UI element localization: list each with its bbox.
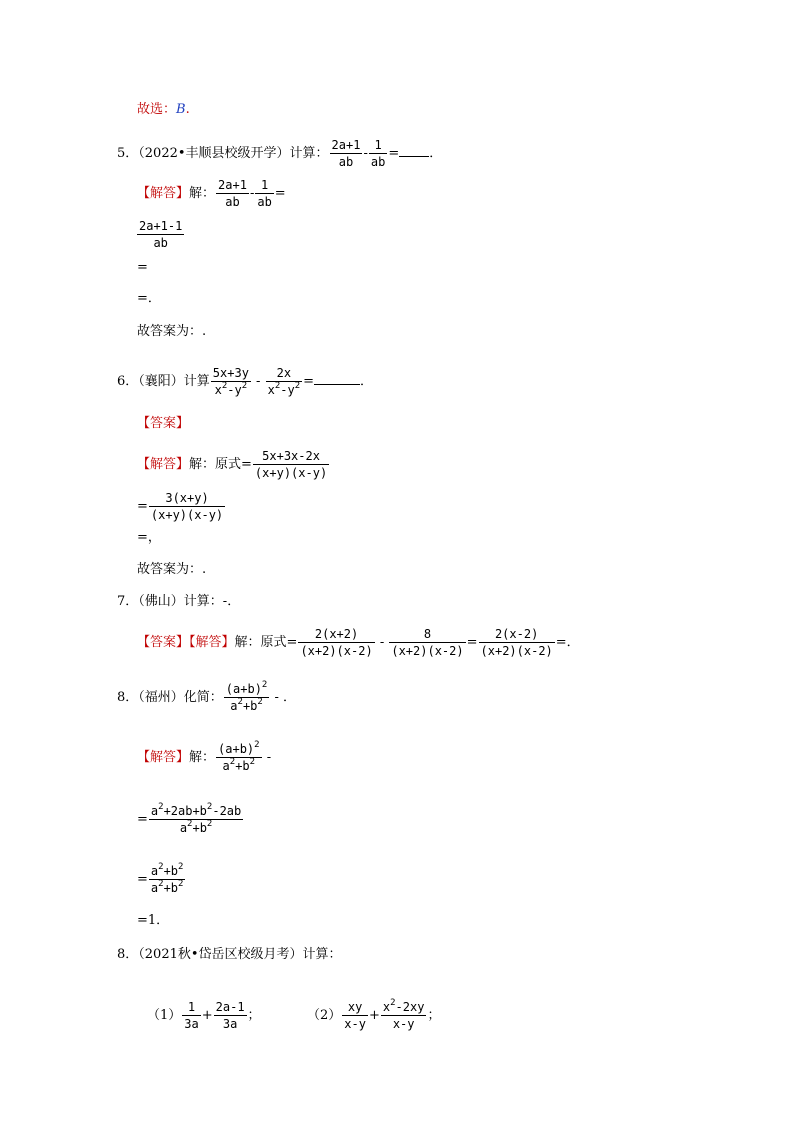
- q8-step1-eq: =: [137, 812, 148, 827]
- q6-s1-num: 5x+3x-2x: [253, 449, 329, 465]
- q8b-p2-f1-den: x-y: [344, 1017, 366, 1031]
- q6-f2-num: 2x: [266, 366, 303, 382]
- q5-sol-fraction-1: [216, 178, 249, 209]
- q5-step3: =．: [137, 291, 161, 306]
- q8b-p1-f2-den: 3a: [222, 1017, 238, 1031]
- q8b-number: 8．: [117, 947, 139, 962]
- q5-answer-line: 故答案为：.: [137, 324, 207, 339]
- q7-c-num: 2(x-2): [479, 627, 555, 643]
- q8-source: （福州）化简：: [138, 690, 223, 705]
- q5-step2: =: [137, 260, 148, 275]
- q7-answer-tag: 【答案】: [137, 635, 190, 650]
- q7-end: =．: [555, 635, 580, 650]
- q6-question: [117, 366, 373, 397]
- q6-fraction-1: [211, 366, 251, 397]
- q7-c-fraction: [479, 627, 555, 658]
- q7-op: -: [375, 635, 389, 650]
- q5-sol-f2-den: ab: [257, 195, 272, 209]
- q8b-p2-label: （2）: [307, 1008, 342, 1023]
- q8b-p2-plus: +: [368, 1008, 380, 1023]
- q8-s0-fraction: [216, 742, 262, 773]
- q8-question: [117, 682, 296, 713]
- q8b-p2-f2-den: x-y: [392, 1017, 415, 1031]
- q8b-part1: [147, 1000, 261, 1031]
- q8-s1-den: $a^2+b^2$: [179, 819, 213, 835]
- q8-step2-eq: =: [137, 872, 148, 887]
- q4-period: .: [185, 102, 190, 117]
- q5-solution-word: 解：: [189, 186, 216, 201]
- q6-solution-line: [137, 449, 330, 480]
- q8-s2-fraction: [149, 864, 186, 895]
- q8-f-num: $(a+b)^2$: [225, 680, 268, 696]
- q7-a-num: 2(x+2): [298, 627, 374, 643]
- q5-answer-blank: [399, 146, 429, 157]
- q5-source: （2022•丰顺县校级开学）计算：: [138, 146, 329, 161]
- q7-b-num: 8: [389, 627, 465, 643]
- q5-step1-num: 2a+1-1: [139, 219, 183, 233]
- q6-number: 6．: [117, 374, 139, 389]
- q5-end: ．: [429, 146, 443, 161]
- q7-question: [117, 594, 240, 610]
- q5-f2-den: ab: [370, 155, 386, 169]
- q6-fraction-2: [266, 366, 303, 397]
- q5-solution-line: [137, 178, 286, 209]
- q8b-p1-f1-num: 1: [182, 1000, 200, 1016]
- q7-tail: -．: [222, 594, 241, 609]
- q7-source: （佛山）计算：: [138, 594, 223, 609]
- q6-f2-den: $x^2-y^2$: [267, 381, 301, 397]
- q8b-p1-f1-den: 3a: [184, 1017, 199, 1031]
- q7-solution-line: [137, 627, 580, 658]
- q5-fraction-2: [369, 138, 387, 169]
- q5-step1-den: ab: [153, 236, 168, 250]
- q7-solution-word: 解：原式=: [234, 635, 298, 650]
- q8b-p1-semi: ；: [247, 1008, 261, 1023]
- q8-tail: - ．: [270, 690, 297, 705]
- q8-s2-den: $a^2+b^2$: [150, 879, 184, 895]
- q5-sol-eq: =: [274, 186, 286, 201]
- q8-step1: [137, 804, 244, 835]
- q8b-p1-fraction-1: [182, 1000, 200, 1031]
- q5-f1-num: 2a+1: [331, 138, 361, 152]
- q6-end: ．: [360, 374, 374, 389]
- q5-sol-f1-num: 2a+1: [218, 178, 247, 192]
- q8b-p1-label: （1）: [147, 1008, 182, 1023]
- q7-solution-tag: 【解答】: [189, 635, 235, 650]
- q8-solution-word: 解：: [189, 750, 216, 765]
- q8b-p2-fraction-2: [381, 1000, 427, 1031]
- q8-s1-num: $a^2+2ab+b^2-2ab$: [150, 802, 242, 818]
- q6-eq: =: [303, 374, 315, 389]
- q6-step3: =，: [137, 530, 161, 545]
- q8b-p2-f2-num: $x^2-2xy$: [382, 998, 425, 1014]
- q5-fraction-1: [330, 138, 363, 169]
- q6-solution-word: 解：原式=: [189, 457, 252, 472]
- q8-f-den: $a^2+b^2$: [230, 697, 263, 713]
- q5-op: -: [363, 146, 368, 161]
- q8b-p1-f2-num: 2a-1: [215, 1000, 245, 1014]
- q8-solution-tag: 【解答】: [137, 750, 190, 765]
- q4-choose-answer: B: [176, 102, 186, 117]
- q8b-source: （2021秋•岱岳区校级月考）计算：: [138, 947, 342, 962]
- q6-step2: [137, 491, 226, 522]
- q7-a-den: (x+2)(x-2): [300, 644, 373, 658]
- q5-step1-fraction: [137, 219, 184, 250]
- q4-answer-line: [137, 102, 190, 118]
- q7-b-den: (x+2)(x-2): [391, 644, 464, 658]
- q6-source: （襄阳）计算: [138, 374, 210, 389]
- q8-step2: [137, 864, 186, 895]
- q8-s0-den: $a^2+b^2$: [222, 757, 256, 773]
- q8-solution-line: [137, 742, 271, 773]
- q6-f1-den: $x^2-y^2$: [214, 381, 248, 397]
- q5-solution-tag: 【解答】: [137, 186, 190, 201]
- q5-sol-f2-num: 1: [255, 178, 273, 194]
- q7-c-den: (x+2)(x-2): [480, 644, 553, 658]
- q6-answer-blank: [314, 374, 360, 385]
- q6-answer-tag: 【答案】: [137, 416, 190, 431]
- q5-number: 5．: [117, 146, 139, 161]
- q8-s2-num: $a^2+b^2$: [150, 862, 184, 878]
- q5-step1: [137, 219, 185, 250]
- q8b-p2-f1-num: xy: [342, 1000, 368, 1016]
- q8b-p2-fraction-1: [342, 1000, 368, 1031]
- q6-s2-num: 3(x+y): [149, 491, 225, 507]
- q8-fraction: [224, 682, 270, 713]
- q5-sol-fraction-2: [255, 178, 273, 209]
- q5-sol-f1-den: ab: [225, 195, 240, 209]
- q8b-p2-semi: ；: [427, 1008, 441, 1023]
- q6-s2-den: (x+y)(x-y): [150, 508, 224, 522]
- q8-final: =1．: [137, 913, 170, 928]
- q5-eq: =: [388, 146, 400, 161]
- q8-s1-fraction: [149, 804, 243, 835]
- q6-s2-fraction: [149, 491, 225, 522]
- q6-s1-fraction: [253, 449, 329, 480]
- q6-s1-den: (x+y)(x-y): [254, 466, 328, 480]
- q4-choose-prefix: 故选：: [137, 102, 177, 117]
- q7-eq: =: [466, 635, 478, 650]
- q7-number: 7．: [117, 594, 139, 609]
- q6-answer-line: 故答案为：.: [137, 562, 207, 577]
- q8b-p1-plus: +: [201, 1008, 213, 1023]
- q5-question: [117, 138, 442, 169]
- q8b-question: [117, 947, 342, 963]
- q8b-part2: [307, 1000, 440, 1031]
- q8-number: 8．: [117, 690, 139, 705]
- q5-sol-op: -: [249, 186, 255, 201]
- q6-eq2: =: [137, 499, 148, 514]
- q6-solution-tag: 【解答】: [137, 457, 190, 472]
- q5-f2-num: 1: [369, 138, 387, 154]
- q6-op: -: [251, 374, 265, 389]
- q7-b-fraction: [389, 627, 465, 658]
- q8-s0-tail: -: [262, 750, 272, 765]
- q6-f1-num: 5x+3y: [212, 366, 249, 380]
- q5-f1-den: ab: [338, 155, 354, 169]
- q8-s0-num: $(a+b)^2$: [218, 740, 260, 756]
- q7-a-fraction: [298, 627, 374, 658]
- q8b-p1-fraction-2: [214, 1000, 247, 1031]
